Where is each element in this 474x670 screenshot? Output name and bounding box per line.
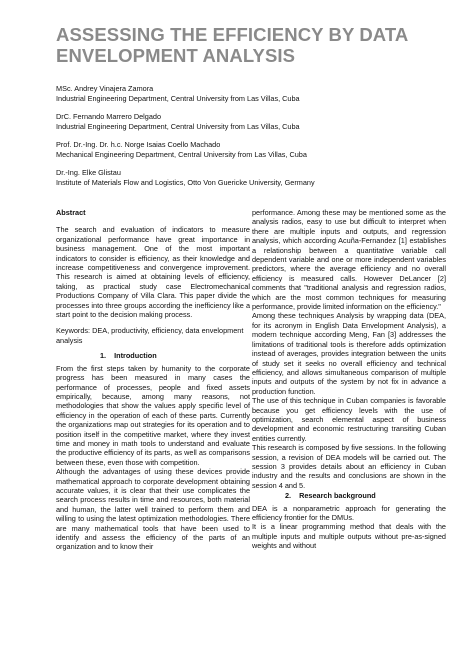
section-number: 1. xyxy=(100,351,107,361)
section-heading-research-background xyxy=(252,491,446,500)
section-number: 2. xyxy=(285,491,292,501)
paragraph: Although the advantages of using these devices provide mathematical approach to corporate development obtaining accurate values, it is clear that their use complicates the search process results in time and resources, both material and human, the latter well trained to perform them and willing to using the latest optimization methodologies. There are many mathematical tools that have been used to identify and assess the efficiency of the parts of an organization and to know their xyxy=(56,467,250,552)
author-block xyxy=(56,84,446,104)
author-name: Prof. Dr.-Ing. Dr. h.c. Norge Isaias Coello Machado xyxy=(56,140,221,150)
author-list xyxy=(56,84,446,196)
section-title: Research background xyxy=(299,491,376,501)
left-column xyxy=(56,208,250,552)
paragraph: It is a linear programming method that deals with the multiple inputs and multiple outputs without pre-as-signed weights and without xyxy=(252,522,446,551)
author-name: MSc. Andrey Vinajera Zamora xyxy=(56,84,154,93)
keywords: Keywords: DEA, productivity, efficiency, data envelopment analysis xyxy=(56,326,244,345)
author-affiliation: Mechanical Engineering Department, Central University from Las Villas, Cuba xyxy=(56,150,307,160)
section-title: Introduction xyxy=(114,351,157,361)
author-affiliation: Industrial Engineering Department, Central University from Las Villas, Cuba xyxy=(56,93,300,103)
abstract-heading: Abstract xyxy=(56,208,86,217)
author-block xyxy=(56,168,446,188)
section-heading-introduction xyxy=(56,351,250,360)
author-block xyxy=(56,140,446,160)
right-column xyxy=(252,208,446,551)
paragraph: The use of this technique in Cuban companies is favorable because you get efficiency levels with the use of optimization, search elemental aspect of business development and economic restructuring transiting Cuban entities currently. xyxy=(252,396,446,443)
author-block xyxy=(56,112,446,132)
author-affiliation: Industrial Engineering Department, Central University from Las Villas, Cuba xyxy=(56,122,300,132)
paragraph: This research is composed by five sessions. In the following session, a revision of DEA models will be carried out. The session 3 provides details about an efficiency in Cuban industry and the results and conclusions are shown in the session 4 and 5. xyxy=(252,443,446,490)
paragraph: performance. Among these may be mentioned some as the analysis radios, easy to use but difficult to interpret when there are multiple inputs and outputs, and regression analysis, which according Acuña-Fernandez [1] establishes a relationship between a quantitative variable call dependent variable and one or more independent variables predictors, where the average efficiency and no overall efficiency is measured calls. However DeLancer [2] comments that "traditional analysis and regression radios, which are the most common techniques for measuring performance, provide limited information on the efficiency." xyxy=(252,208,446,312)
paragraph: From the first steps taken by humanity to the corporate progress has been measured in many cases the performance of processes, people and fixed assets empirically, because, among many reasons, not methodologies that show the values apply specific level of efficiency in the operation of each of these parts. Currently the organizations map out strategies for its operation and to position itself in the competitive market, where they invest time and money in math tools to understand and evaluate the productive efficiency of its parts, as well as comparisons between these, even those with competition. xyxy=(56,363,250,467)
abstract-text: The search and evaluation of indicators to measure organizational performance have great importance in business management. One of the most important indicators to consider is efficiency, as their knowledge and increase competitiveness and convergence improvement. This research is aimed at obtaining levels of efficiency, taking, as practical study case Electromechanical Productions Company of Villa Clara. This paper divide the processes into three groups according the inefficiency like a start point to the decision making process. xyxy=(56,225,250,320)
author-name: DrC. Fernando Marrero Delgado xyxy=(56,112,162,122)
paper-title: ASSESSING THE EFFICIENCY BY DATA ENVELOPMENT ANALYSIS xyxy=(56,24,408,66)
paragraph: Among these techniques Analysis by wrapping data (DEA, for its acronym in English Data Envelopment Analysis), a modern technique according Meng, Fan [3] addresses the limitations of traditional tools is therefore adds optimization instead of averages, provides integration between the units of study set it seeks no overall efficiency and technical efficiency, and allows simultaneous comparison of multiple inputs and outputs of the system by not fix in advance a production function. xyxy=(252,311,446,396)
paragraph: DEA is a nonparametric approach for generating the efficiency frontier for the DMUs. xyxy=(252,503,446,522)
author-name: Dr.-Ing. Elke Glistau xyxy=(56,168,121,178)
author-affiliation: Institute of Materials Flow and Logistics, Otto Von Guericke University, Germany xyxy=(56,178,315,188)
